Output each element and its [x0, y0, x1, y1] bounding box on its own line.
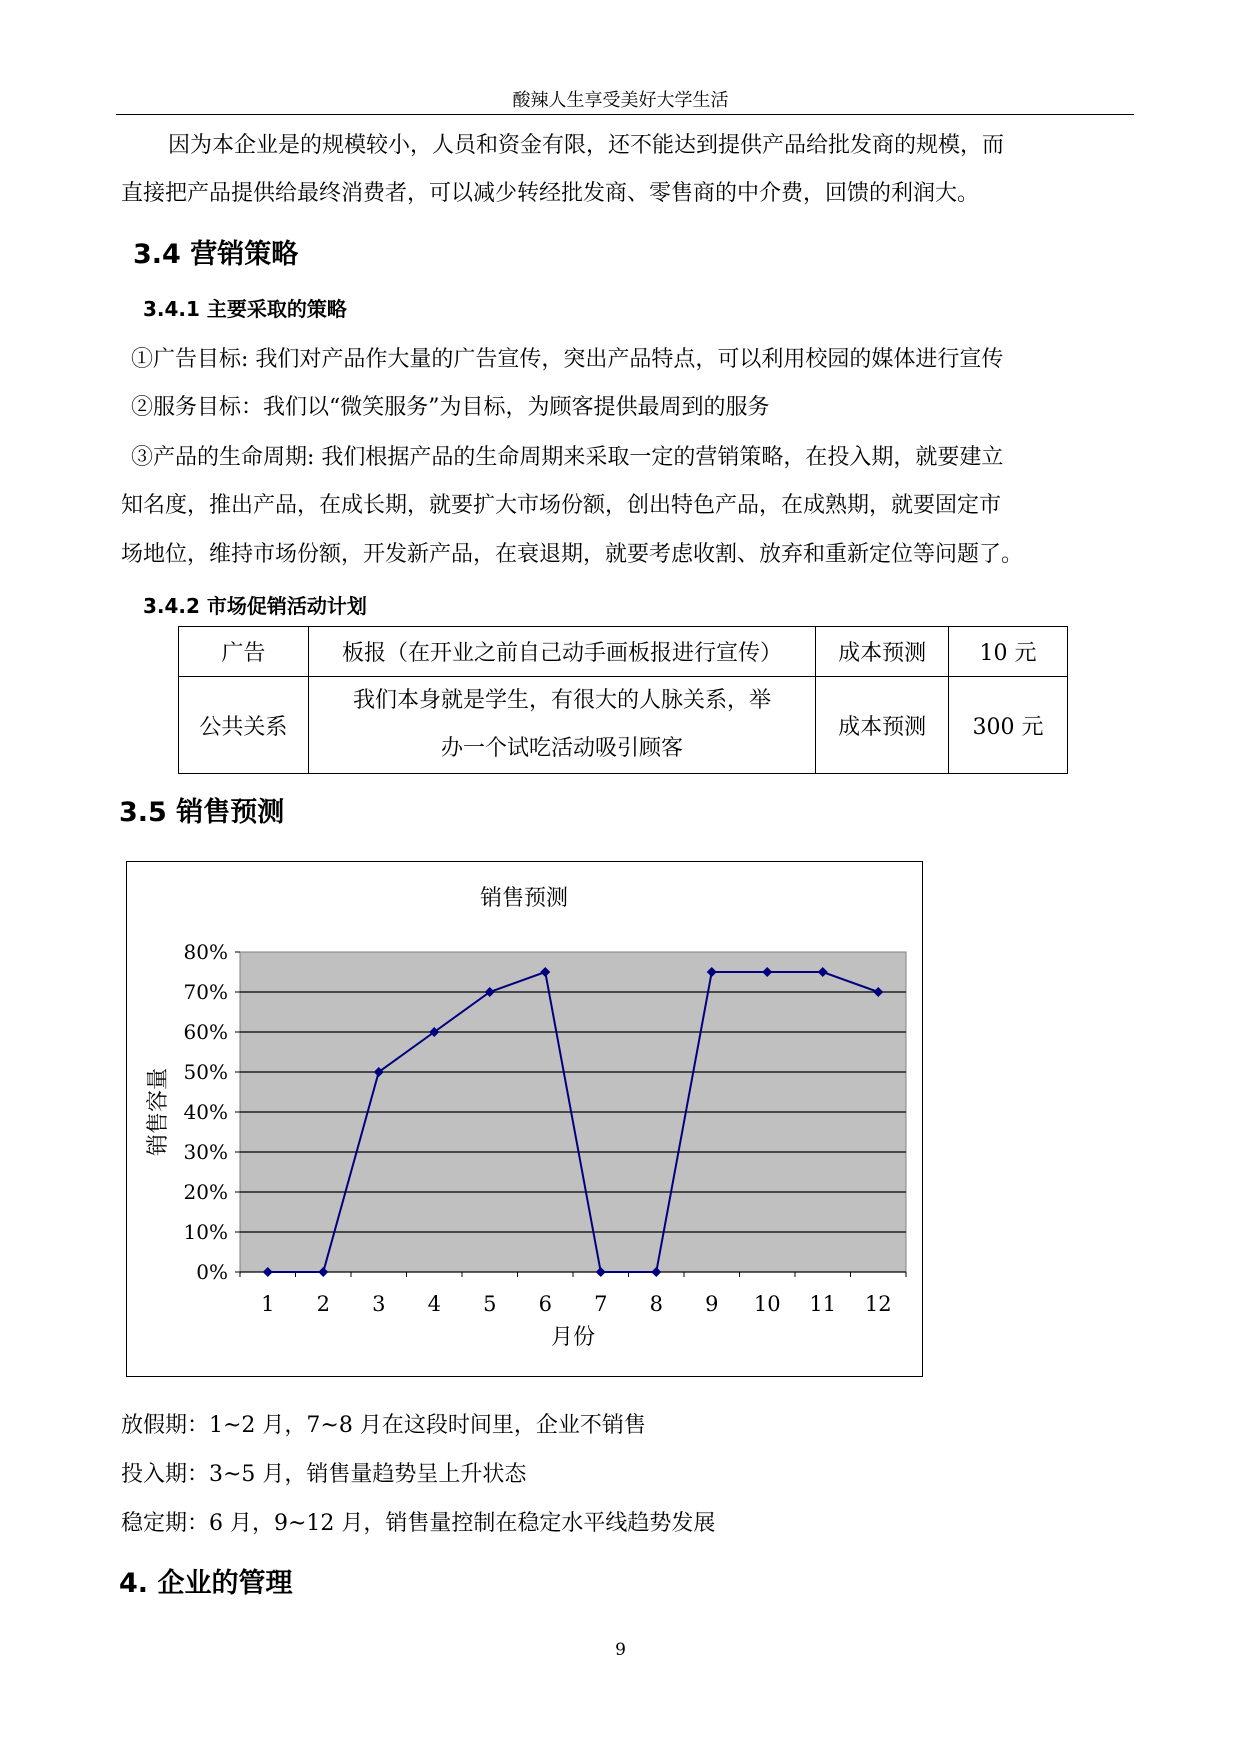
x-tick-label: 1 [261, 1292, 275, 1316]
table-row [179, 627, 1068, 677]
y-tick-label: 40% [183, 1100, 228, 1124]
cost-label-cell: 成本预测 [816, 677, 949, 774]
y-axis-ticks [184, 940, 240, 1284]
note-holiday-period: 放假期：1~2 月，7~8 月在这段时间里，企业不销售 [121, 1413, 646, 1438]
page-number: 9 [615, 1640, 626, 1660]
y-axis-label: 销售容量 [146, 1067, 171, 1157]
cost-value-cell: 10 元 [949, 627, 1068, 677]
strategy-item-3-line-1: ③产品的生命周期: 我们根据产品的生命周期来采取一定的营销策略，在投入期，就要建立 [131, 445, 1004, 470]
section-3-5-heading: 3.5 销售预测 [119, 797, 285, 828]
table-row [179, 677, 1068, 774]
x-tick-label: 7 [594, 1292, 608, 1316]
x-tick-label: 9 [705, 1292, 719, 1316]
x-tick-label: 3 [372, 1292, 386, 1316]
x-tick-label: 2 [316, 1292, 330, 1316]
y-tick-label: 60% [183, 1020, 228, 1044]
y-tick-label: 70% [183, 980, 228, 1004]
promo-description-cell: 板报（在开业之前自己动手画板报进行宣传） [308, 627, 815, 677]
cost-label-cell: 成本预测 [816, 627, 949, 677]
x-tick-label: 12 [864, 1292, 892, 1316]
x-tick-label: 11 [809, 1292, 837, 1316]
x-tick-label: 5 [483, 1292, 497, 1316]
x-axis-label: 月份 [550, 1325, 596, 1350]
promo-description-line-1: 我们本身就是学生，有很大的人脉关系，举 [353, 688, 772, 713]
section-3-4-heading: 3.4 营销策略 [133, 239, 299, 270]
y-tick-label: 10% [183, 1220, 228, 1244]
section-3-4-2-heading: 3.4.2 市场促销活动计划 [143, 594, 367, 618]
promo-description-line-2: 办一个试吃活动吸引顾客 [441, 736, 684, 761]
strategy-item-2: ②服务目标：我们以“微笑服务”为目标，为顾客提供最周到的服务 [131, 395, 770, 420]
chart-title: 销售预测 [479, 886, 569, 911]
x-tick-label: 4 [427, 1292, 441, 1316]
intro-line-1: 因为本企业是的规模较小，人员和资金有限，还不能达到提供产品给批发商的规模，而 [168, 133, 1005, 158]
promo-description-cell [308, 677, 815, 774]
x-tick-label: 8 [649, 1292, 663, 1316]
note-launch-period: 投入期：3~5 月，销售量趋势呈上升状态 [121, 1462, 527, 1487]
promo-type-cell: 广告 [179, 627, 309, 677]
y-tick-label: 0% [196, 1260, 228, 1284]
promo-type-cell: 公共关系 [179, 677, 309, 774]
x-tick-label: 6 [538, 1292, 552, 1316]
sales-forecast-chart [127, 862, 922, 1376]
note-stable-period: 稳定期：6 月，9~12 月，销售量控制在稳定水平线趋势发展 [121, 1511, 716, 1536]
section-3-4-1-heading: 3.4.1 主要采取的策略 [143, 297, 347, 321]
section-4-heading: 4. 企业的管理 [119, 1568, 293, 1599]
x-axis-ticks [240, 1272, 906, 1316]
running-header-title: 酸辣人生享受美好大学生活 [512, 90, 729, 111]
strategy-item-3-line-2: 知名度，推出产品，在成长期，就要扩大市场份额，创出特色产品，在成熟期，就要固定市 [121, 493, 1002, 518]
header-rule [116, 114, 1134, 115]
strategy-item-3-line-3: 场地位，维持市场份额，开发新产品，在衰退期，就要考虑收割、放弃和重新定位等问题了。 [121, 542, 1024, 567]
promotion-plan-table [178, 626, 1068, 774]
intro-line-2: 直接把产品提供给最终消费者，可以减少转经批发商、零售商的中介费，回馈的利润大。 [121, 181, 980, 206]
y-tick-label: 80% [183, 940, 228, 964]
x-tick-label: 10 [753, 1292, 781, 1316]
sales-forecast-chart-frame [126, 861, 923, 1377]
strategy-item-1: ①广告目标: 我们对产品作大量的广告宣传，突出产品特点，可以利用校园的媒体进行宣传 [131, 347, 1004, 372]
y-tick-label: 20% [183, 1180, 228, 1204]
cost-value-cell: 300 元 [949, 677, 1068, 774]
y-tick-label: 50% [183, 1060, 228, 1084]
y-tick-label: 30% [183, 1140, 228, 1164]
